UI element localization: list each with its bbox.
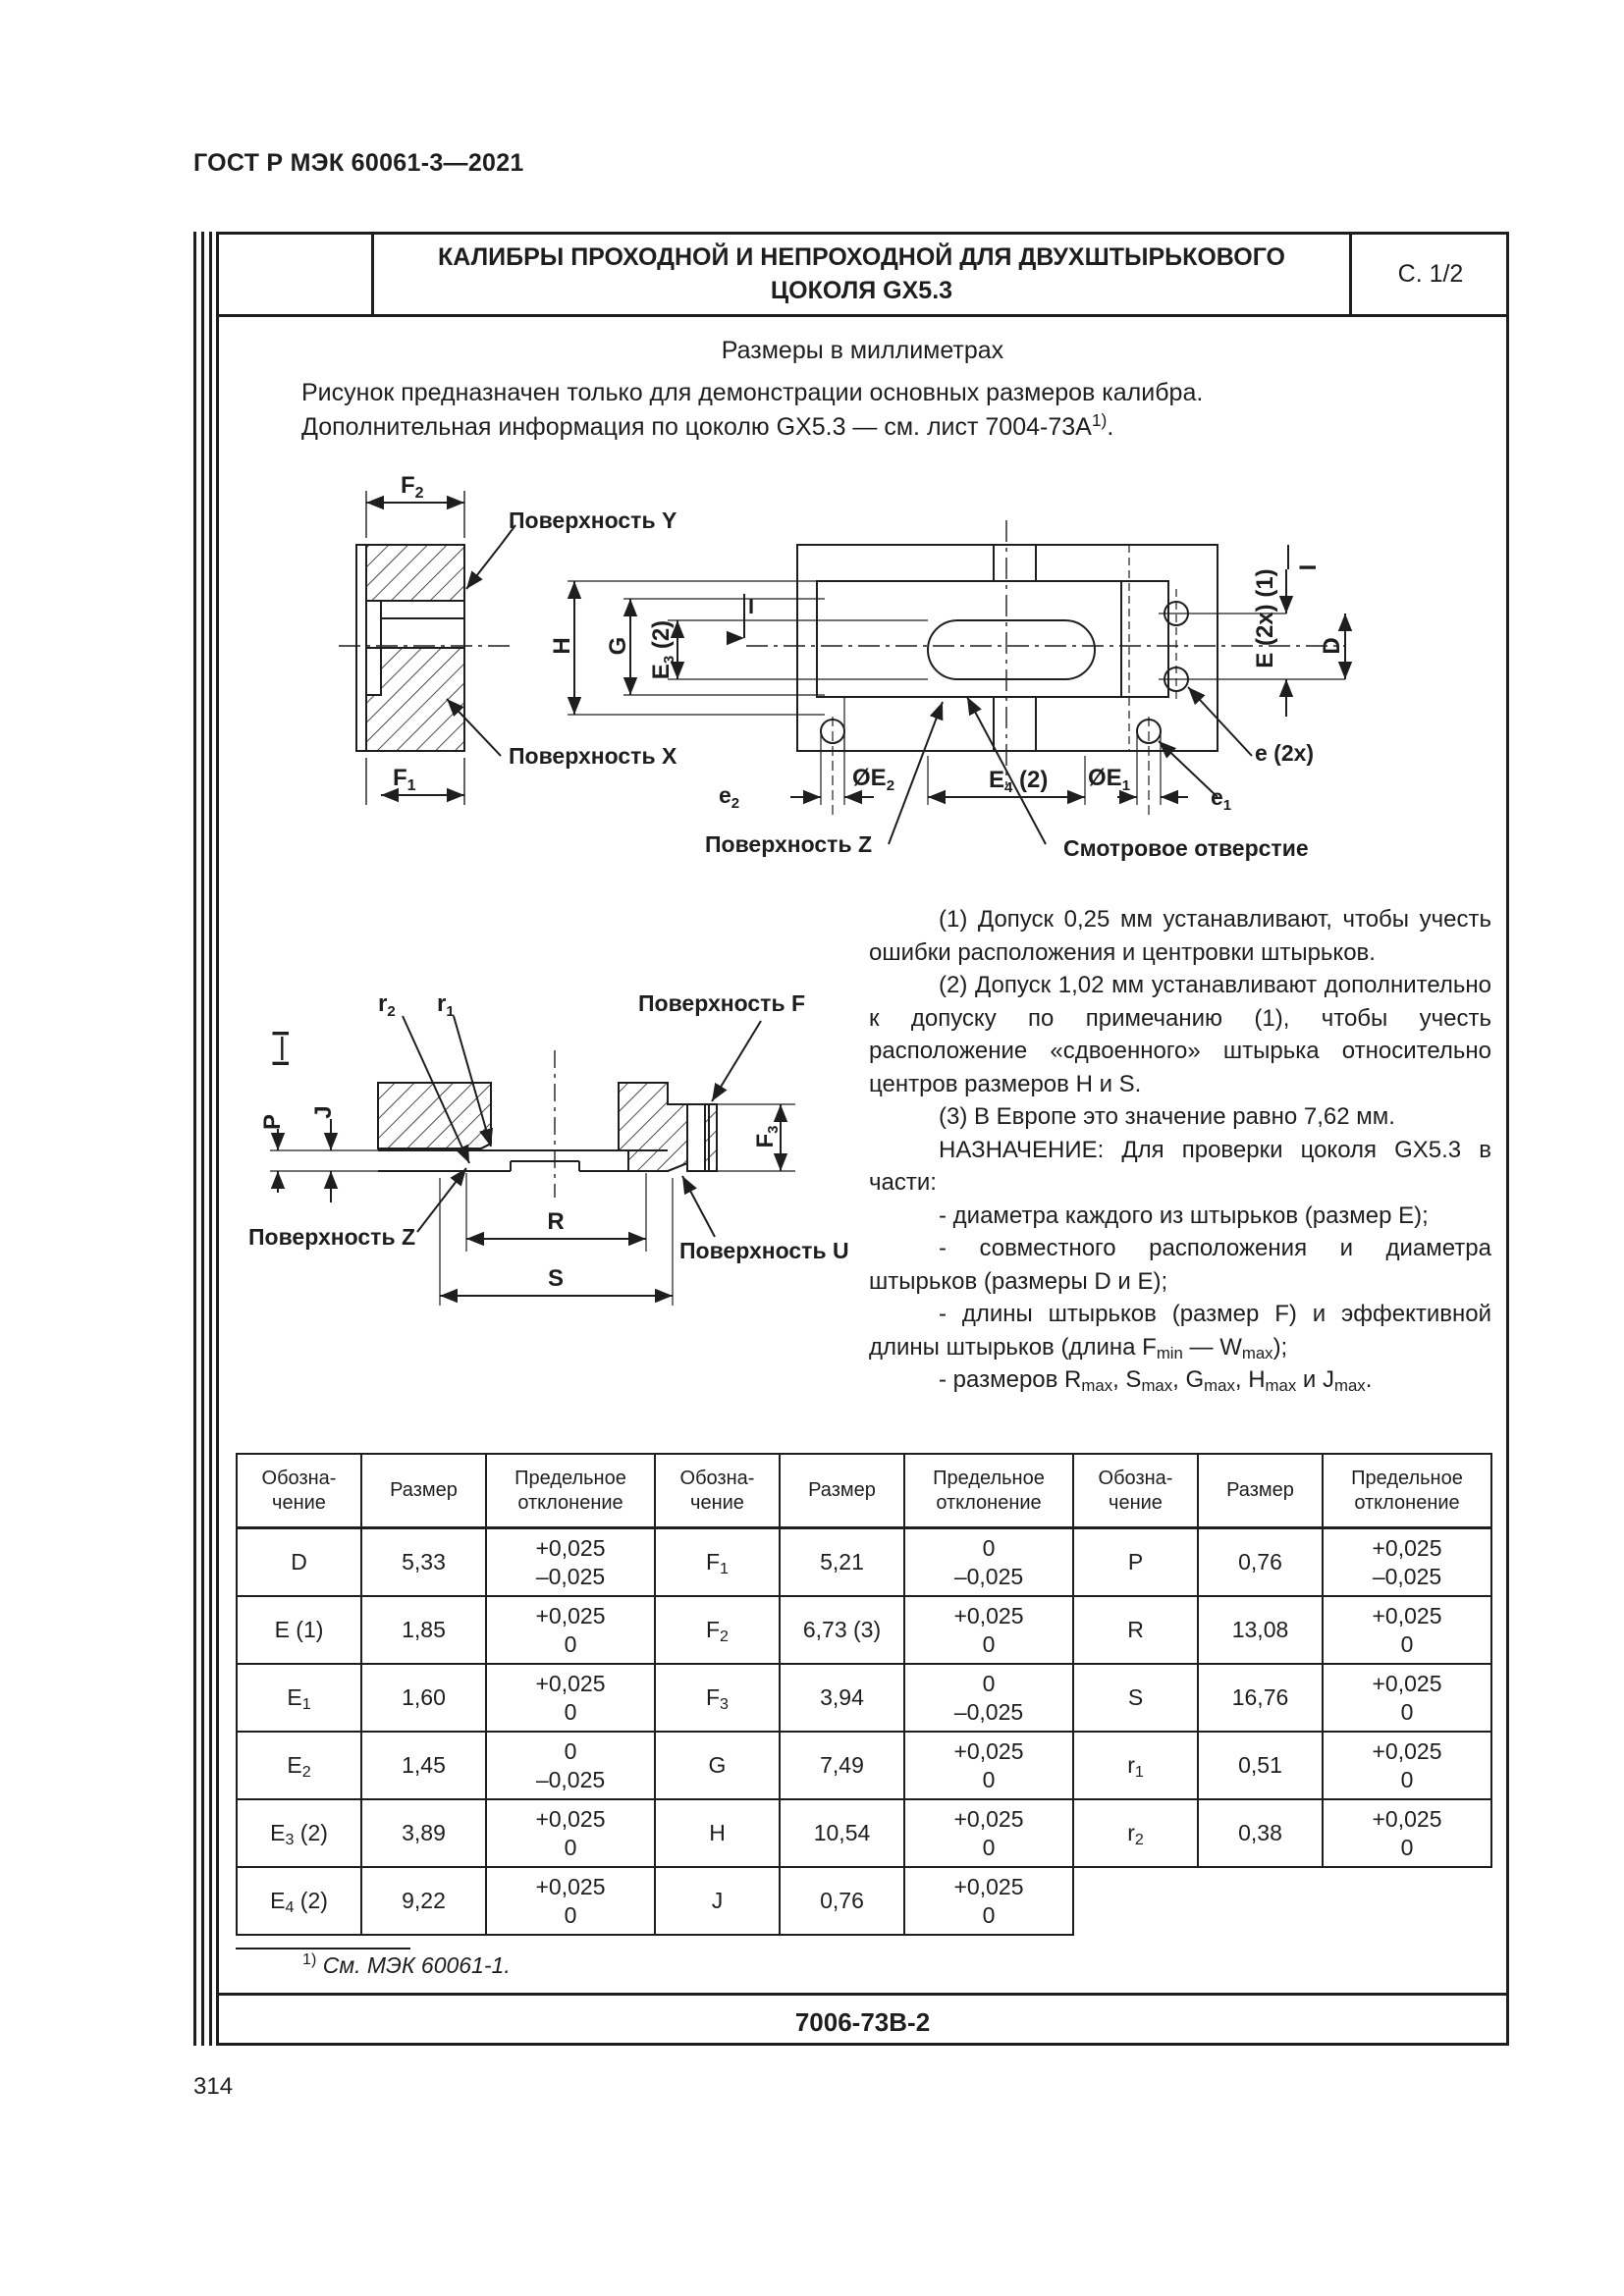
size-cell: 5,33 [361, 1528, 486, 1597]
j-label: J [310, 1105, 337, 1119]
size-cell: 0,76 [780, 1867, 904, 1935]
size-cell: 0,76 [1198, 1528, 1323, 1597]
size-cell: 1,45 [361, 1732, 486, 1799]
tolerance-cell: +0,025 0 [486, 1867, 655, 1935]
title-line-2: ЦОКОЛЯ GX5.3 [770, 277, 953, 304]
section-label: I—I [268, 1030, 295, 1067]
empty-cell [1198, 1867, 1323, 1935]
size-cell: 16,76 [1198, 1664, 1323, 1732]
p-label: P [259, 1113, 286, 1131]
empty-cell [1073, 1867, 1198, 1935]
symbol-cell: E (1) [237, 1596, 361, 1664]
tolerance-cell: +0,025 0 [486, 1664, 655, 1732]
title-line-1: КАЛИБРЫ ПРОХОДНОЙ И НЕПРОХОДНОЙ ДЛЯ ДВУХШТЫРЬКОВОГО [438, 243, 1285, 271]
surface-y-label: Поверхность Y [509, 507, 677, 533]
margin-rule [209, 232, 212, 2046]
footer-divider [216, 1993, 1509, 1996]
header-symbol: Обозна- чение [237, 1454, 361, 1528]
table-row [237, 1596, 1491, 1664]
h-label: H [549, 637, 575, 655]
r1-label: $r_1$ [437, 990, 455, 1020]
header-size: Размер [780, 1454, 904, 1528]
holes-label: e (2x) [1255, 740, 1315, 766]
e1-label: $e_1$ [1211, 784, 1232, 814]
symbol-cell: G [655, 1732, 780, 1799]
tolerance-cell: +0,025 0 [1323, 1664, 1491, 1732]
e2-label: $e_2$ [719, 782, 740, 812]
page-number: 314 [193, 2073, 234, 2100]
section-mark-label: I [748, 594, 755, 618]
size-cell: 5,21 [780, 1528, 904, 1597]
view-hole-label: Смотровое отверстие [1063, 835, 1309, 861]
intro-line-2-end: . [1107, 413, 1114, 441]
size-cell: 3,94 [780, 1664, 904, 1732]
symbol-cell: $E_1$ [237, 1664, 361, 1732]
purpose-item: - длины штырьков (размер F) и эффективной длины штырьков (длина $F_{min}$ — $W_{max}$); [869, 1301, 1491, 1362]
tolerance-cell: +0,025 0 [486, 1596, 655, 1664]
intro-line-2-text: Дополнительная информация по цоколю GX5.3 — см. лист 7004-73А [301, 413, 1092, 441]
symbol-cell: J [655, 1867, 780, 1935]
notes-block [869, 903, 1491, 1397]
standard-designation: ГОСТ Р МЭК 60061-3—2021 [193, 149, 524, 177]
size-cell: 3,89 [361, 1799, 486, 1867]
table-header-row [237, 1454, 1491, 1528]
tolerance-cell: +0,025 0 [1323, 1596, 1491, 1664]
tolerance-cell: 0 –0,025 [904, 1664, 1073, 1732]
size-cell: 6,73 (3) [780, 1596, 904, 1664]
purpose-item: - совместного расположения и диаметра штырьков (размеры D и E); [869, 1235, 1491, 1295]
r-label: R [547, 1208, 565, 1235]
section-mark-label: I [1295, 563, 1322, 571]
symbol-cell: $E_3$ (2) [237, 1799, 361, 1867]
symbol-cell: P [1073, 1528, 1198, 1597]
header-size: Размер [1198, 1454, 1323, 1528]
tolerance-cell: +0,025 –0,025 [1323, 1528, 1491, 1597]
symbol-cell: $E_2$ [237, 1732, 361, 1799]
symbol-cell: $F_2$ [655, 1596, 780, 1664]
tolerance-cell: +0,025 0 [486, 1799, 655, 1867]
header-symbol: Обозна- чение [655, 1454, 780, 1528]
purpose: НАЗНАЧЕНИЕ: Для проверки цоколя GX5.3 в части: [869, 1136, 1491, 1196]
header-tolerance: Предельное отклонение [904, 1454, 1073, 1528]
symbol-cell: H [655, 1799, 780, 1867]
note-3: (3) В Европе это значение равно 7,62 мм. [939, 1103, 1395, 1130]
f2-label: $F_2$ [401, 472, 424, 502]
dimensions-table [236, 1453, 1492, 1936]
tolerance-cell: +0,025 0 [904, 1596, 1073, 1664]
d-label: D [1319, 637, 1345, 655]
header-tolerance: Предельное отклонение [486, 1454, 655, 1528]
intro-line-2 [301, 410, 1203, 445]
sheet-title [371, 232, 1352, 316]
r2-label: $r_2$ [378, 990, 396, 1020]
tolerance-cell: +0,025 –0,025 [486, 1528, 655, 1597]
size-cell: 9,22 [361, 1867, 486, 1935]
tolerance-cell: +0,025 0 [904, 1732, 1073, 1799]
tolerance-cell: +0,025 0 [1323, 1799, 1491, 1867]
symbol-cell: S [1073, 1664, 1198, 1732]
footnote-text: См. МЭК 60061-1. [316, 1952, 511, 1978]
symbol-cell: R [1073, 1596, 1198, 1664]
symbol-cell: $r_2$ [1073, 1799, 1198, 1867]
e3-label: $E_3$ (2) [648, 619, 677, 680]
size-cell: 1,60 [361, 1664, 486, 1732]
surface-u-label: Поверхность U [679, 1238, 849, 1263]
table-row [237, 1664, 1491, 1732]
size-cell: 7,49 [780, 1732, 904, 1799]
symbol-cell: $F_1$ [655, 1528, 780, 1597]
footnote-mark: 1) [302, 1950, 317, 1968]
size-cell: 10,54 [780, 1799, 904, 1867]
size-cell: 13,08 [1198, 1596, 1323, 1664]
header-symbol: Обозна- чение [1073, 1454, 1198, 1528]
note-2: (2) Допуск 1,02 мм устанавливают дополнительно к допуску по примечанию (1), чтобы учесть расположение «сдвоенного» штырька относительно центров размеров H и S. [869, 972, 1491, 1097]
f3-label: $F_3$ [752, 1125, 782, 1148]
intro-line-1: Рисунок предназначен только для демонстрации основных размеров калибра. [301, 379, 1204, 406]
e4-label: $E_4$ (2) [989, 767, 1049, 796]
symbol-cell: $E_4$ (2) [237, 1867, 361, 1935]
surface-x-label: Поверхность X [509, 743, 677, 769]
surface-z-label: Поверхность Z [705, 831, 873, 857]
tolerance-cell: +0,025 0 [904, 1867, 1073, 1935]
size-cell: 0,38 [1198, 1799, 1323, 1867]
purpose-item: - диаметра каждого из штырьков (размер E); [939, 1201, 1429, 1229]
oe1-label: $ØE_1$ [1088, 765, 1131, 794]
tolerance-cell: 0 –0,025 [904, 1528, 1073, 1597]
gauge-plan-drawing [295, 452, 1355, 874]
footnote [302, 1952, 511, 1979]
table-row [237, 1867, 1491, 1935]
tolerance-cell: 0 –0,025 [486, 1732, 655, 1799]
margin-rule [201, 232, 204, 2046]
tolerance-cell: +0,025 0 [1323, 1732, 1491, 1799]
f1-label: $F_1$ [393, 765, 416, 794]
g-label: G [605, 636, 631, 656]
symbol-cell: D [237, 1528, 361, 1597]
surface-z-label: Поверхность Z [248, 1224, 416, 1250]
header-tolerance: Предельное отклонение [1323, 1454, 1491, 1528]
header-size: Размер [361, 1454, 486, 1528]
sheet-code: 7006-73В-2 [794, 2007, 931, 2037]
purpose-item: - размеров $R_{max}$, $S_{max}$, $G_{max}$, $H_{max}$ и $J_{max}$. [939, 1366, 1373, 1395]
oe2-label: $ØE_2$ [852, 765, 895, 794]
s-label: S [547, 1265, 565, 1292]
table-row [237, 1799, 1491, 1867]
intro-text [301, 376, 1203, 445]
surface-f-label: Поверхность F [638, 990, 806, 1016]
symbol-cell: $r_1$ [1073, 1732, 1198, 1799]
empty-cell [1323, 1867, 1491, 1935]
margin-rule [193, 232, 196, 2046]
units-note: Размеры в миллиметрах [721, 337, 1004, 364]
gauge-section-drawing [236, 982, 864, 1315]
table-row [237, 1732, 1491, 1799]
tolerance-cell: +0,025 0 [904, 1799, 1073, 1867]
table-row [237, 1528, 1491, 1597]
size-cell: 1,85 [361, 1596, 486, 1664]
symbol-cell: $F_3$ [655, 1664, 780, 1732]
note-1: (1) Допуск 0,25 мм устанавливают, чтобы учесть ошибки расположения и центровки штырьков. [869, 906, 1491, 966]
footnote-ref: 1) [1091, 410, 1108, 430]
e-2x-label: E (2x) (1) [1252, 568, 1278, 668]
footnote-rule [236, 1948, 410, 1949]
sheet-number: С. 1/2 [1397, 259, 1464, 288]
size-cell: 0,51 [1198, 1732, 1323, 1799]
